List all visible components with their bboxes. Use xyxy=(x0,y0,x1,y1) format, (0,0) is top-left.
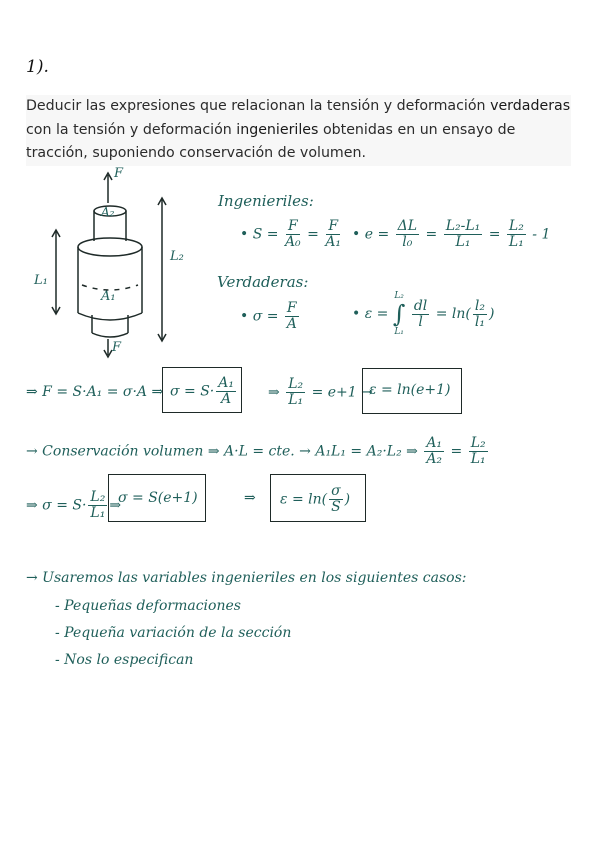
denominator: l₁ xyxy=(474,313,485,330)
fraction xyxy=(329,484,343,515)
denominator: A₁ xyxy=(325,234,342,250)
box1-lhs: σ = S· xyxy=(170,383,215,400)
numerator: l₂ xyxy=(474,297,485,314)
area-label-mid: A₁ xyxy=(101,289,116,304)
row3-box1-formula: σ = S(e+1) xyxy=(118,490,198,506)
case-item: - Nos lo especifican xyxy=(55,652,194,668)
intro-part-3: obtenidas en un ensayo de tracción, suponiendo conservación de volumen. xyxy=(26,121,516,161)
row2-text: → Conservación volumen ⇒ A·L = cte. → A₁L₁ = A₂·L₂ ⇒ xyxy=(26,443,418,460)
denominator: A xyxy=(286,316,297,332)
fraction xyxy=(285,219,301,250)
integral-upper: L₂ xyxy=(394,291,404,301)
fraction xyxy=(285,301,299,332)
row1-box2-formula: ε = ln(e+1) xyxy=(369,382,451,398)
numerator: F xyxy=(287,218,298,234)
integral xyxy=(393,290,406,338)
denominator: l xyxy=(418,313,423,330)
s-lhs: • S = xyxy=(240,226,279,243)
equals: = xyxy=(450,443,463,460)
formula-engineering-strain xyxy=(352,219,550,250)
numerator: dl xyxy=(413,297,428,314)
fraction xyxy=(286,377,305,408)
problem-number: 1). xyxy=(26,57,49,77)
denominator: L₁ xyxy=(455,234,471,250)
fraction xyxy=(88,490,107,521)
integral-sign-icon: ∫ xyxy=(392,300,406,328)
intro-part-2: con la tensión y deformación xyxy=(26,121,237,138)
denominator: A₀ xyxy=(284,234,301,250)
fraction xyxy=(216,376,236,407)
numerator: F xyxy=(286,300,297,316)
fraction xyxy=(424,436,444,467)
e-lhs: • e = xyxy=(352,226,390,243)
cases-intro: → Usaremos las variables ingenieriles en los siguientes casos: xyxy=(26,570,467,586)
highlight-verdaderas: verdaderas xyxy=(490,98,571,114)
numerator: L₂ xyxy=(90,489,106,505)
length-label-l2: L₂ xyxy=(170,249,184,264)
box2-lhs: ε = ln xyxy=(280,491,322,508)
denominator: A₂ xyxy=(426,451,443,467)
equals: = xyxy=(307,226,319,243)
equals-ln: = ln xyxy=(435,306,466,322)
numerator: F xyxy=(328,218,339,234)
formula-true-stress xyxy=(240,301,301,332)
arrow: ⇒ xyxy=(268,384,280,401)
arrow: ⇒ xyxy=(109,497,122,514)
length-label-l1: L₁ xyxy=(34,273,48,288)
force-label-top: F xyxy=(114,166,124,181)
highlight-ingenieriles: ingenieriles xyxy=(236,121,319,138)
numerator: L₂ xyxy=(288,376,304,392)
sigma-lhs: • σ = xyxy=(240,308,279,325)
fraction xyxy=(396,219,419,250)
denominator: l₀ xyxy=(402,234,413,250)
denominator: L₁ xyxy=(90,505,106,521)
row1-box1-formula xyxy=(170,376,238,407)
row2-volume-conservation xyxy=(26,436,490,467)
equals: = xyxy=(488,226,501,243)
denominator: S xyxy=(331,499,341,515)
denominator: L₁ xyxy=(470,451,486,467)
row3-left-text: ⇒ σ = S· xyxy=(26,497,87,514)
numerator: A₁ xyxy=(218,375,234,391)
fraction xyxy=(507,219,526,250)
row3-arrow: ⇒ xyxy=(244,490,256,506)
case-item: - Pequeñas deformaciones xyxy=(55,598,241,614)
mid-tail: = e+1 → xyxy=(311,384,373,401)
intro-part-1: Deducir las expresiones que relacionan la tensión y deformación xyxy=(26,98,491,114)
fraction xyxy=(412,299,429,330)
fraction xyxy=(325,219,341,250)
formula-true-strain: • ε = L₂ ∫ L₁ $\frac{dl}{l}$ = ln( $\frac{\text{l₂}}{\text{l₁}}$ ) xyxy=(352,291,495,337)
integral-lower: L₁ xyxy=(394,327,404,337)
numerator: A₁ xyxy=(426,435,443,451)
numerator: σ xyxy=(331,483,341,499)
row1-mid xyxy=(268,377,373,408)
row1-derivation: ⇒ F = S·A₁ = σ·A ⇒ xyxy=(26,384,164,400)
numerator: L₂ xyxy=(470,435,486,451)
numerator: L₂-L₁ xyxy=(445,218,481,234)
denominator: L₁ xyxy=(508,234,524,250)
area-label-top: A₂ xyxy=(101,205,115,219)
row3-box2-formula: ε = ln( $\frac{\sigma}{S}$ ) xyxy=(280,483,351,515)
denominator: L₁ xyxy=(288,392,304,408)
fraction xyxy=(473,299,487,330)
fraction xyxy=(444,219,483,250)
fraction xyxy=(469,436,488,467)
case-item: - Pequeña variación de la sección xyxy=(55,625,292,641)
denominator: A xyxy=(221,391,232,407)
force-label-bottom: F xyxy=(112,340,122,355)
row3-left xyxy=(26,490,121,521)
heading-ingenieriles: Ingenieriles: xyxy=(218,192,314,210)
problem-statement xyxy=(26,95,571,166)
eps-lhs: • ε = xyxy=(352,306,389,322)
heading-verdaderas: Verdaderas: xyxy=(217,273,309,291)
numerator: L₂ xyxy=(508,218,524,234)
formula-engineering-stress xyxy=(240,219,343,250)
minus-one: - 1 xyxy=(532,226,551,243)
numerator: ΔL xyxy=(397,218,418,234)
equals: = xyxy=(425,226,438,243)
